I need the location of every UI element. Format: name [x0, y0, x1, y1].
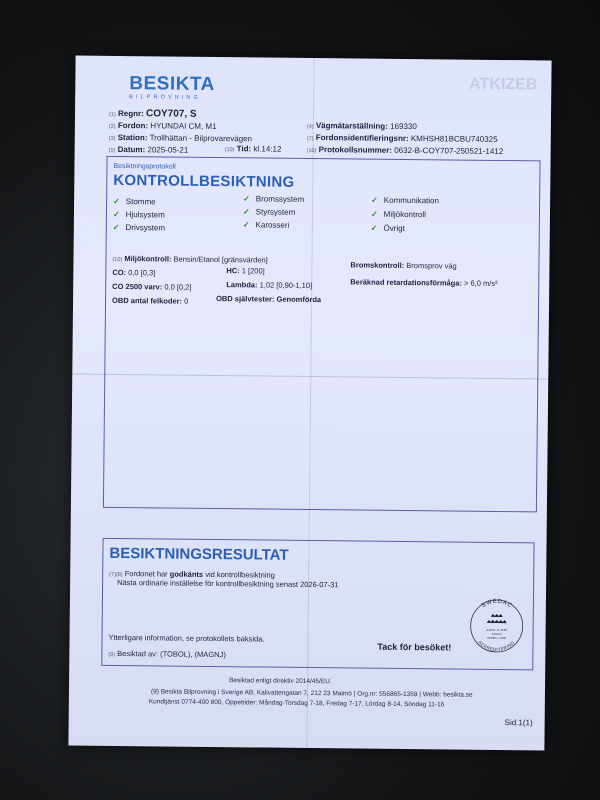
page-number: Sid.1(1): [504, 718, 533, 728]
field-tid: (10) Tid: kl.14:12: [224, 144, 282, 154]
svg-text:SWEDAC: [481, 599, 513, 610]
protokollsnummer-value: 0632-B-COY707-250521-1412: [394, 145, 504, 157]
logo-sub: BILPROVNING: [129, 94, 201, 101]
checkmark-icon: ✓: [371, 195, 378, 205]
besikta-logo: [129, 74, 215, 102]
datum-value: 2025-05-21: [147, 145, 189, 155]
result-approved-line: (7)(8) Fordonet har godkänts vid kontrollbesiktning: [109, 569, 275, 580]
regnr-value: COY707, S: [145, 108, 197, 120]
inspection-protocol-sheet: [68, 56, 551, 751]
bromskontroll-row: Bromskontroll: Bromsprov väg: [350, 260, 457, 271]
checkmark-icon: ✓: [242, 220, 250, 230]
result-box: [101, 538, 534, 671]
co-row: CO: 0,0 [0,3]: [112, 267, 156, 278]
field-datum: (5) Datum: 2025-05-21: [108, 144, 189, 155]
fin-value: KMHSH81BCBU740325: [410, 134, 498, 144]
hc-row: HC: 1 [200]: [226, 266, 265, 276]
check-styrsystem: ✓ Styrsystem: [242, 207, 296, 217]
seal-line2: Kontroll: [491, 631, 502, 637]
seal-line3: ISO/IEC 17020: [487, 635, 506, 641]
show-through-logo: ATKIZEB: [469, 75, 538, 94]
co2500-row: CO 2500 varv: 0,0 [0,2]: [112, 281, 192, 292]
checkmark-icon: ✓: [370, 223, 378, 233]
checkmark-icon: ✓: [242, 207, 250, 217]
three-crowns-icon: [487, 614, 507, 623]
field-protokollsnummer: (10) Protokollsnummer: 0632-B-COY707-250521-1412: [306, 145, 504, 157]
seal-top-text: SWEDAC: [480, 598, 514, 610]
checkmark-icon: ✓: [112, 209, 120, 219]
next-inspection-line: Nästa ordinarie inställelse för kontrollbesiktning senast 2026-07-31: [117, 577, 339, 590]
lambda-row: Lambda: 1,02 [0,90-1,10]: [226, 280, 313, 291]
checkmark-icon: ✓: [112, 222, 120, 232]
obd-felkoder-row: OBD antal felkoder: 0: [112, 295, 189, 306]
check-hjulsystem: ✓ Hjulsystem: [112, 209, 165, 220]
logo-name: BESIKTA: [129, 73, 215, 95]
check-drivsystem: ✓ Drivsystem: [112, 222, 166, 233]
matarstallning-value: 169330: [390, 121, 417, 132]
result-title: BESIKTNINGSRESULTAT: [109, 544, 289, 564]
check-ovrigt: ✓ Övrigt: [370, 223, 405, 233]
inspector-line: (9) Besiktad av: (TOBOL), (MAGNJ): [108, 648, 226, 660]
checkmark-icon: ✓: [243, 194, 250, 204]
field-regnr: (1) Regnr: COY707, S: [108, 108, 197, 120]
check-stomme: ✓ Stomme: [113, 196, 156, 207]
thanks-text: Tack för besöket!: [377, 641, 452, 653]
field-station: (3) Station: Trollhättan - Bilprovarevägen: [108, 132, 253, 144]
customer-service-line: Kundtjänst 0774-400 800, Öppettider: Måndag-Torsdag 7-18, Fredag 7-17, Lördag 8-14, Söndag 11-16: [148, 698, 445, 709]
svg-text:ACKREDITERING: [477, 639, 515, 652]
field-matarstallning: (4) Vägmätarställning: 169330: [306, 121, 417, 132]
approved-word: godkänts: [169, 569, 204, 579]
company-line: (9) Besikta Bilprovning i Sverige AB, Kalivattengatan 7, 212 23 Malmö | Org.nr: 556865-1359 | Webb: besikta.se: [150, 688, 473, 699]
protocol-title: KONTROLLBESIKTNING: [113, 171, 295, 191]
fordon-value: HYUNDAI CM, M1: [150, 121, 217, 132]
obd-sjalvtester-row: OBD självtester: Genomförda: [216, 294, 322, 305]
field-fordon: (2) Fordon: HYUNDAI CM, M1: [108, 120, 217, 132]
more-info-line: Ytterligare information, se protokollets baksida.: [108, 632, 265, 644]
directive-line: Besiktad enligt direktiv 2014/45/EU.: [229, 677, 332, 686]
field-fin: (7) Fordonsidentifieringsnr: KMHSH81BCBU740325: [306, 133, 498, 144]
seal-bottom-text: ACKREDITERING: [477, 639, 516, 653]
check-miljokontroll: ✓ Miljökontroll: [370, 209, 426, 220]
seal-line1: Ackred. nr. 8100: [486, 627, 507, 633]
swedac-seal: [466, 595, 527, 660]
station-value: Trollhättan - Bilprovarevägen: [149, 133, 253, 144]
checkmark-icon: ✓: [370, 209, 378, 219]
protocol-subtitle: Besiktningsprotokoll: [113, 162, 176, 171]
check-bromssystem: ✓ Bromssystem: [243, 194, 305, 204]
check-karosseri: ✓ Karosseri: [242, 220, 290, 230]
miljokontroll-heading: (10) Miljökontroll: Bensin/Etanol [gränsvärden]: [112, 254, 268, 265]
tid-value: kl.14:12: [253, 144, 282, 154]
protocol-box: [103, 156, 541, 513]
retardation-row: Beräknad retardationsförmåga: > 6,0 m/s²: [350, 277, 498, 288]
check-kommunikation: ✓ Kommunikation: [371, 195, 440, 206]
checkmark-icon: ✓: [113, 196, 120, 206]
